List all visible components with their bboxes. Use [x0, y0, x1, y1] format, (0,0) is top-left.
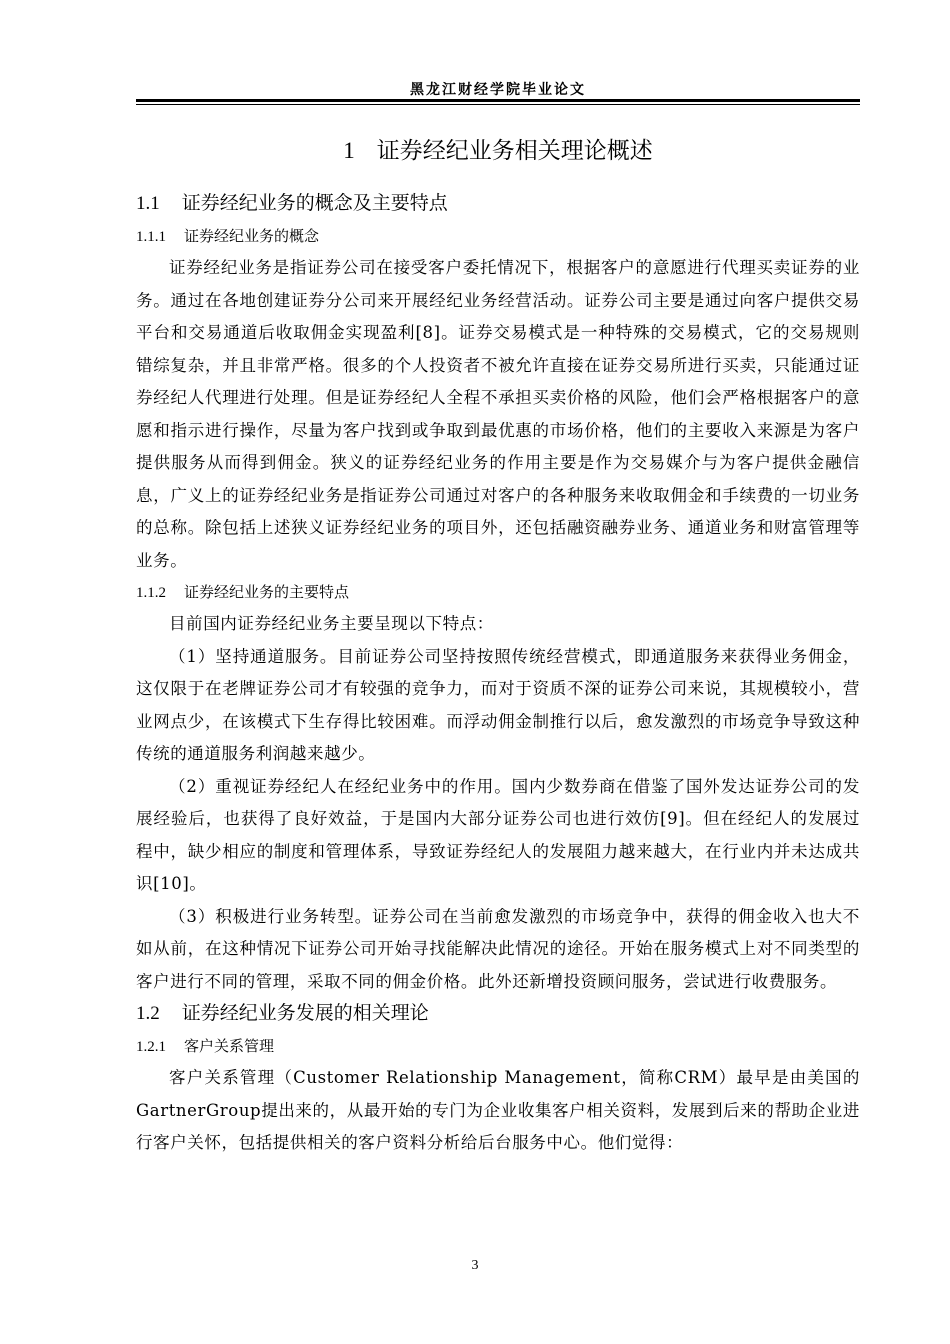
body-paragraph: （3）积极进行业务转型。证券公司在当前愈发激烈的市场竞争中，获得的佣金收入也大不如从前，在这种情况下证券公司开始寻找能解决此情况的途径。开始在服务模式上对不同类型的客户进行不同的管理，采取不同的佣金价格。此外还新增投资顾问服务，尝试进行收费服务。: [136, 906, 860, 991]
chapter-number: 1: [343, 138, 355, 163]
header-rule-thick: [136, 99, 860, 102]
subsection-heading-1-2-1: [136, 1031, 860, 1062]
section-heading-1-1: [136, 188, 860, 219]
section-title: 证券经纪业务发展的相关理论: [181, 1002, 429, 1024]
subsection-title: 证券经纪业务的概念: [184, 227, 320, 245]
section-title: 证券经纪业务的概念及主要特点: [181, 192, 448, 214]
subsection-number: 1.2.1: [136, 1039, 166, 1055]
body-paragraph: （1）坚持通道服务。目前证券公司坚持按照传统经营模式，即通道服务来获得业务佣金，这仅限于在老牌证券公司才有较强的竞争力，而对于资质不深的证券公司来说，其规模较小，营业网点少，在该模式下生存得比较困难。而浮动佣金制推行以后，愈发激烈的市场竞争导致这种传统的通道服务利润越来越少。: [136, 646, 860, 763]
header-rule-thin: [136, 104, 860, 105]
page-number: 3: [471, 1258, 479, 1273]
body-paragraph: 客户关系管理（Customer Relationship Management，简称CRM）最早是由美国的GartnerGroup提出来的，从最开始的专门为企业收集客户相关资料，发展到后来的帮助企业进行客户关怀，包括提供相关的客户资料分析给后台服务中心。他们觉得：: [136, 1068, 860, 1152]
subsection-heading-1-1-2: [136, 577, 860, 608]
subsection-heading-1-1-1: [136, 221, 860, 252]
section-heading-1-2: [136, 998, 860, 1029]
section-number: 1.2: [136, 1003, 160, 1024]
body-paragraph: 目前国内证券经纪业务主要呈现以下特点：: [169, 614, 494, 633]
section-number: 1.1: [136, 193, 160, 214]
chapter-heading: [136, 134, 860, 168]
subsection-title: 证券经纪业务的主要特点: [184, 583, 350, 601]
subsection-number: 1.1.2: [136, 585, 166, 601]
page-body: [136, 130, 860, 1160]
subsection-number: 1.1.1: [136, 229, 166, 245]
chapter-title: 证券经纪业务相关理论概述: [376, 138, 653, 164]
body-paragraph: 证券经纪业务是指证券公司在接受客户委托情况下，根据客户的意愿进行代理买卖证券的业务。通过在各地创建证券分公司来开展经纪业务经营活动。证券公司主要是通过向客户提供交易平台和交易通道后收取佣金实现盈利[8]。证券交易模式是一种特殊的交易模式，它的交易规则错综复杂，并且非常严格。很多的个人投资者不被允许直接在证券交易所进行买卖，只能通过证券经纪人代理进行处理。但是证券经纪人全程不承担买卖价格的风险，他们会严格根据客户的意愿和指示进行操作，尽量为客户找到或争取到最优惠的市场价格，他们的主要收入来源是为客户提供服务从而得到佣金。狭义的证券经纪业务的作用主要是作为交易媒介与为客户提供金融信息，广义上的证券经纪业务是指证券公司通过对客户的各种服务来收取佣金和手续费的一切业务的总称。除包括上述狭义证券经纪业务的项目外，还包括融资融券业务、通道业务和财富管理等业务。: [136, 258, 860, 570]
subsection-title: 客户关系管理: [184, 1037, 275, 1055]
running-header-title: 黑龙江财经学院毕业论文: [410, 82, 586, 98]
body-paragraph: （2）重视证券经纪人在经纪业务中的作用。国内少数券商在借鉴了国外发达证券公司的发展经验后，也获得了良好效益，于是国内大部分证券公司也进行效仿[9]。但在经纪人的发展过程中，缺少相应的制度和管理体系，导致证券经纪人的发展阻力越来越大，在行业内并未达成共识[10]。: [136, 776, 860, 893]
